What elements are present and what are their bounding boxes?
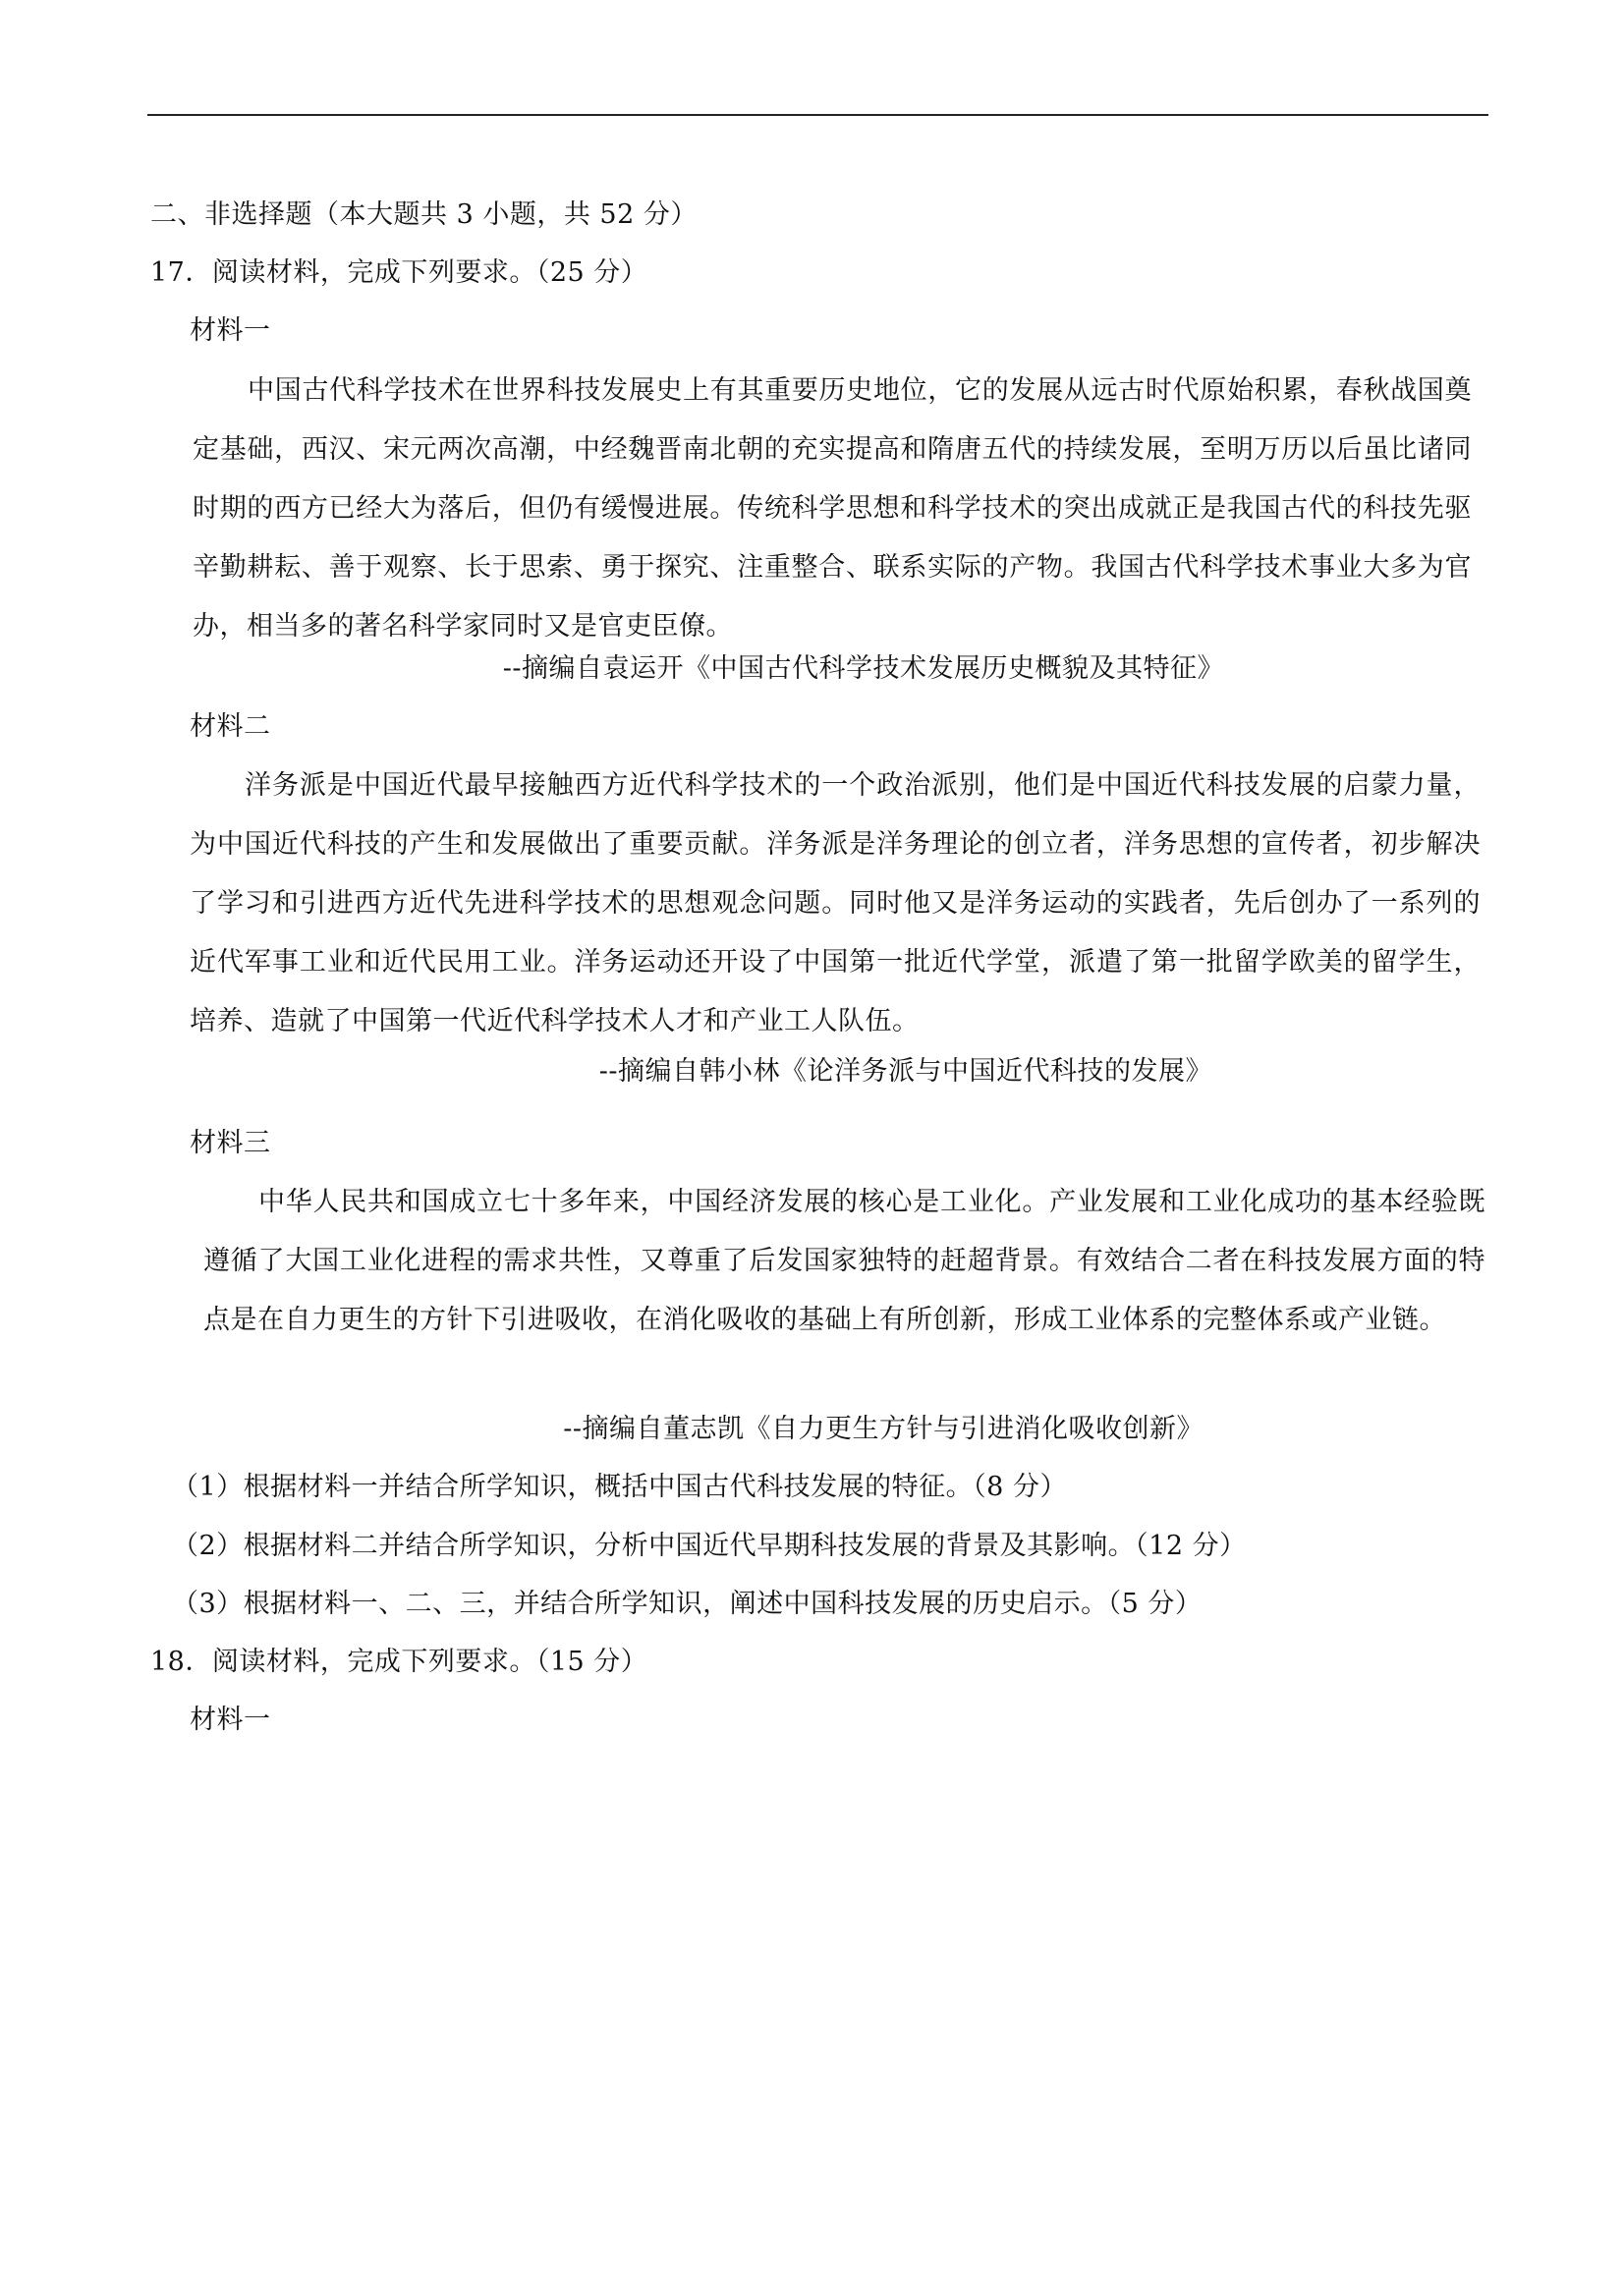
- material-2-text: 洋务派是中国近代最早接触西方近代科学技术的一个政治派别，他们是中国近代科技发展的启蒙力量，为中国近代科技的产生和发展做出了重要贡献。洋务派是洋务理论的创立者，洋务思想的宣传者，初步解决了学习和引进西方近代先进科学技术的思想观念问题。同时他又是洋务运动的实践者，先后创办了一系列的近代军事工业和近代民用工业。洋务运动还开设了中国第一批近代学堂，派遣了第一批留学欧美的留学生，培养、造就了中国第一代近代科学技术人才和产业工人队伍。: [190, 770, 1481, 1036]
- sub-question-3: （3）根据材料一、二、三，并结合所学知识，阐述中国科技发展的历史启示。（5 分）: [172, 1589, 1203, 1619]
- question-18-title: 18．阅读材料，完成下列要求。（15 分）: [150, 1647, 648, 1677]
- material-3-label: 材料三: [190, 1128, 271, 1158]
- question-17-title: 17．阅读材料，完成下列要求。（25 分）: [150, 257, 648, 288]
- section-heading: 二、非选择题（本大题共 3 小题，共 52 分）: [150, 199, 698, 230]
- material-2-label: 材料二: [190, 711, 271, 742]
- material-3-source: --摘编自董志凯《自力更生方针与引进消化吸收创新》: [563, 1414, 1204, 1444]
- sub-question-1: （1）根据材料一并结合所学知识，概括中国古代科技发展的特征。（8 分）: [172, 1472, 1067, 1502]
- material-3-text: 中华人民共和国成立七十多年来，中国经济发展的核心是工业化。产业发展和工业化成功的基本经验既遵循了大国工业化进程的需求共性，又尊重了后发国家独特的赶超背景。有效结合二者在科技发展方面的特点是在自力更生的方针下引进吸收，在消化吸收的基础上有所创新，形成工业体系的完整体系或产业链。: [203, 1187, 1485, 1335]
- sub-question-2: （2）根据材料二并结合所学知识，分析中国近代早期科技发展的背景及其影响。（12 分）: [172, 1531, 1247, 1561]
- material-1-source: --摘编自袁运开《中国古代科学技术发展历史概貌及其特征》: [502, 653, 1224, 684]
- header-rule: [147, 114, 1488, 116]
- question-18-material-1-label: 材料一: [190, 1705, 271, 1735]
- material-2-source: --摘编自韩小林《论洋务派与中国近代科技的发展》: [598, 1056, 1212, 1087]
- material-1-label: 材料一: [190, 315, 271, 346]
- material-1-text: 中国古代科学技术在世界科技发展史上有其重要历史地位，它的发展从远古时代原始积累，春秋战国奠定基础，西汉、宋元两次高潮，中经魏晋南北朝的充实提高和隋唐五代的持续发展，至明万历以后虽比诸同时期的西方已经大为落后，但仍有缓慢进展。传统科学思想和科学技术的突出成就正是我国古代的科技先驱辛勤耕耘、善于观察、长于思索、勇于探究、注重整合、联系实际的产物。我国古代科学技术事业大多为官办，相当多的著名科学家同时又是官吏臣僚。: [193, 375, 1472, 642]
